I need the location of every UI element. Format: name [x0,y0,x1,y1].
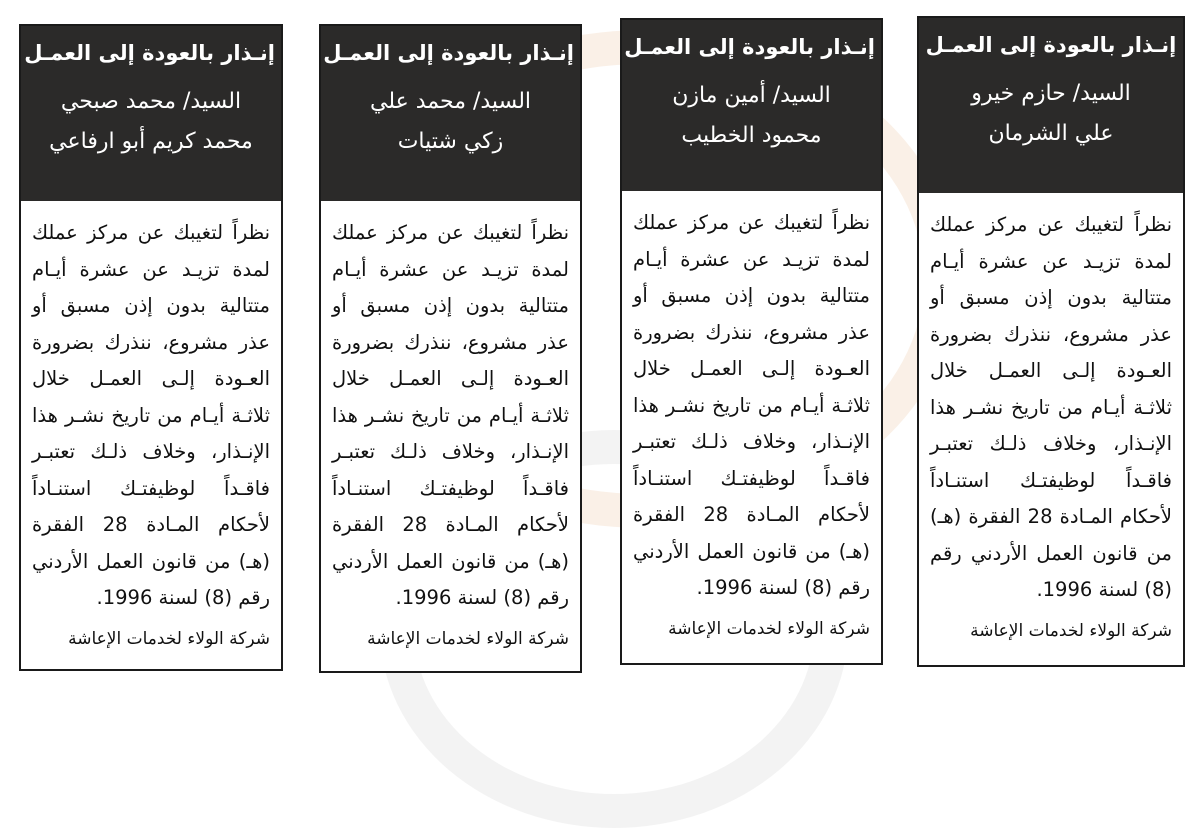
company-signature: شركة الولاء لخدمات الإعاشة [367,628,569,649]
notice-card [620,18,883,665]
notice-body: نظراً لتغيبك عن مركز عملك لمدة تزيـد عن عشرة أيـام متتالية بدون إذن مسبق أو عذر مشروع، ننذرك بضرورة العـودة إلـى العمـل خلال ثلاثـة أيـام من تاريخ نشـر هذا الإنـذار، وخلاف ذلـك تعتبـر فاقـداً لوظيفتـك استنـاداً لأحكام المـادة 28 الفقرة (هـ) من قانون العمل الأردني رقم (8) لسنة 1996. [32,221,270,609]
recipient-name-line2: علي الشرمان [988,121,1114,146]
notice-header [919,18,1183,193]
notice-header [622,20,881,191]
notice-header [21,26,281,201]
recipient-name-line2: محمد كريم أبو ارفاعي [49,129,253,154]
notice-body: نظراً لتغيبك عن مركز عملك لمدة تزيـد عن عشرة أيـام متتالية بدون إذن مسبق أو عذر مشروع، ننذرك بضرورة العـودة إلـى العمـل خلال ثلاثـة أيـام من تاريخ نشـر هذا الإنـذار، وخلاف ذلـك تعتبـر فاقـداً لوظيفتـك استنـاداً لأحكام المـادة 28 الفقرة (هـ) من قانون العمل الأردني رقم (8) لسنة 1996. [633,211,871,599]
notice-card [19,24,283,671]
recipient-name-line1: السيد/ محمد صبحي [60,89,242,114]
notice-title: إنـذار بالعودة إلى العمـل [925,33,1177,57]
company-signature: شركة الولاء لخدمات الإعاشة [668,618,870,639]
notice-body: نظراً لتغيبك عن مركز عملك لمدة تزيـد عن عشرة أيـام متتالية بدون إذن مسبق أو عذر مشروع، ننذرك بضرورة العـودة إلـى العمـل خلال ثلاثـة أيـام من تاريخ نشـر هذا الإنـذار، وخلاف ذلـك تعتبـر فاقـداً لوظيفتـك استنـاداً لأحكام المـادة 28 الفقرة (هـ) من قانون العمل الأردني رقم (8) لسنة 1996. [930,213,1173,601]
notice-card [319,24,582,673]
notice-card [917,16,1185,667]
notice-title: إنـذار بالعودة إلى العمـل [323,41,574,65]
notice-title: إنـذار بالعودة إلى العمـل [24,41,275,65]
company-signature: شركة الولاء لخدمات الإعاشة [970,620,1172,641]
notice-title: إنـذار بالعودة إلى العمـل [624,35,875,59]
recipient-name-line2: زكي شتيات [397,129,504,154]
notice-body: نظراً لتغيبك عن مركز عملك لمدة تزيـد عن عشرة أيـام متتالية بدون إذن مسبق أو عذر مشروع، ننذرك بضرورة العـودة إلـى العمـل خلال ثلاثـة أيـام من تاريخ نشـر هذا الإنـذار، وخلاف ذلـك تعتبـر فاقـداً لوظيفتـك استنـاداً لأحكام المـادة 28 الفقرة (هـ) من قانون العمل الأردني رقم (8) لسنة 1996. [332,221,570,609]
recipient-name-line1: السيد/ محمد علي [369,89,532,114]
recipient-name-line2: محمود الخطيب [681,123,822,148]
company-signature: شركة الولاء لخدمات الإعاشة [68,628,270,649]
notice-header [321,26,580,201]
recipient-name-line1: السيد/ حازم خيرو [971,81,1131,106]
recipient-name-line1: السيد/ أمين مازن [672,83,831,108]
